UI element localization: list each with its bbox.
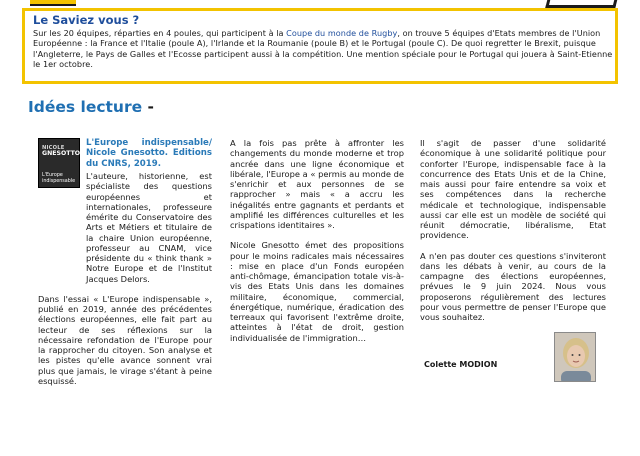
signature-row <box>420 332 606 382</box>
column-3 <box>420 138 606 382</box>
did-you-know-text-a: Sur les 20 équipes, réparties en 4 poules, qui participent à la <box>33 28 287 38</box>
col2-paragraph-1: A la fois pas prête à affronter les changements du monde moderne et trop ancrée dans une ligne économique et libérale, l'Europe a « permis au monde de s'enrichir et aux personnes de se rapprocher » mais « a accru les inégalités entre gagnants et perdants et amplifié les différences culturelles et les crispations identitaires ». <box>230 138 404 230</box>
section-title-text: Idées lecture <box>28 98 143 116</box>
column-2 <box>230 138 404 353</box>
did-you-know-text <box>33 28 613 69</box>
book-cover-author-last: GNESOTTO <box>42 150 81 157</box>
did-you-know-box <box>22 8 618 84</box>
book-cover-author-first: NICOLE <box>42 145 65 151</box>
portrait-illustration <box>555 333 596 382</box>
col3-paragraph-1: Il s'agit de passer d'une solidarité économique à une solidarité politique pour conforter l'Europe, indispensable face à la concurrence des Etats Unis et de la Chine, mais aussi pour faire entendre sa voix et ses compétences dans la recherche médicale et technologique, indispensable aussi car elle est un modèle de société qui réunit démocratie, libéralisme, Etat providence. <box>420 138 606 241</box>
top-strip <box>0 0 640 8</box>
col2-paragraph-2: Nicole Gnesotto émet des propositions pour le moins radicales mais nécessaires : mise en place d'un Fonds européen anti-chômage, émancipation totale vis-à-vis des Etats Unis dans les domaines militaire, économique, commercial, énergétique, numérique, éradication des terreaux qui favorisent l'extrême droite, atteintes à l'état de droit, gestion individualisée de l'immigration… <box>230 240 404 343</box>
author-signature: Colette MODION <box>424 360 498 370</box>
book-cover-image <box>38 138 80 188</box>
decorative-tab-left <box>30 0 76 6</box>
section-title <box>28 98 154 116</box>
author-portrait <box>554 332 596 382</box>
column-1 <box>38 138 212 396</box>
book-cover-title-1: L'Europe <box>42 173 63 178</box>
book-reference: L'Europe indispensable/ Nicole Gnesotto. Editions du CNRS, 2019. <box>86 138 212 169</box>
rugby-world-cup-link[interactable]: Coupe du monde de Rugby <box>286 28 398 38</box>
col3-paragraph-2: A n'en pas douter ces questions s'inviteront dans les débats à venir, au cours de la campagne des élections européennes, prévues le 9 juin 2024. Nous vous proposerons régulièrement des lectures pour vous permettre de penser l'Europe que vous souhaitez. <box>420 250 606 322</box>
decorative-tab-right <box>545 0 620 8</box>
section-title-dash: - <box>147 98 154 116</box>
col1-paragraph-1: L'auteure, historienne, est spécialiste des questions européennes et internationales, professeure émérite du Conservatoire des Arts et Métiers et titulaire de la chaire Union européenne, professeur au CNAM, vice présidente du « think thank » Notre Europe et de l'Institut Jacques Delors. <box>86 171 212 284</box>
col1-paragraph-2: Dans l'essai « L'Europe indispensable », publié en 2019, année des précédentes élections européennes, elle fait part au lecteur de ses réflexions sur la nécessaire refondation de l'Europe pour la rapprocher du citoyen. Son analyse et les pistes qu'elle avance sonnent vrai plus que jamais, le virage s'étant à peine esquissé. <box>38 293 212 386</box>
did-you-know-text-b: , on trouve 5 équipes d'Etats membres de l'Union Européenne : la France et l'Italie (poule A), l'Irlande et la Roumanie (poule B) et le Portugal (poule C). De quoi regretter le Brexit, puisque l'Angleterre, le Pays de Galles et l'Ecosse participent aussi à la compétition. Une mention spéciale pour le Portugal qui jouera à Saint-Etienne le 1er octobre. <box>33 28 613 69</box>
did-you-know-title: Le Saviez vous ? <box>33 13 140 27</box>
book-cover-title-2: indispensable <box>42 179 76 184</box>
